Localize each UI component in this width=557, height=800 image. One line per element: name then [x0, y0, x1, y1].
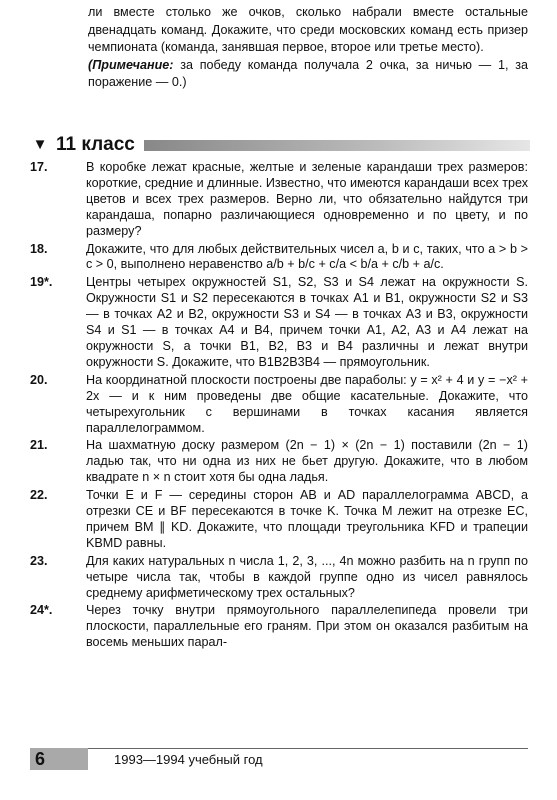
intro-paragraph: ли вместе столько же очков, сколько набрали вместе остальные двенадцать команд. Докажите, что среди московских команд есть призер чемпионата (команда, занявшая первое, второе или третье место).	[88, 5, 528, 55]
problem-item	[30, 160, 528, 240]
problem-item	[30, 438, 528, 486]
problem-list	[30, 160, 528, 653]
problem-text: Центры четырех окружностей S1, S2, S3 и S4 лежат на окружности S. Окружности S1 и S2 пересекаются в точках A1 и B1, окружности S2 и S3 — в точках A2 и B2, окружности S3 и S4 — в точках A3 и B3, окружности S4 и S1 — в точках A4 и B4, причем точки A1, A2, A3 и A4 лежат на окружности S, а точки B1, B2, B3 и B4 различны и лежат внутри окружности S. Докажите, что B1B2B3B4 — прямоугольник.	[86, 275, 528, 369]
problem-text: На шахматную доску размером (2n − 1) × (2n − 1) поставили (2n − 1) ладью так, что ни одна из них не бьет другую. Докажите, что в любом квадрате n × n стоит хотя бы одна ладья.	[86, 438, 528, 485]
footer-label: 1993—1994 учебный год	[114, 752, 263, 767]
footer-rule	[88, 748, 528, 749]
problem-item	[30, 603, 528, 651]
problem-number: 24*.	[30, 603, 53, 618]
intro-note	[88, 57, 528, 92]
problem-item	[30, 488, 528, 552]
page-number: 6	[35, 749, 46, 769]
problem-item	[30, 242, 528, 274]
page-number-box	[30, 748, 88, 770]
problem-item	[30, 373, 528, 437]
problem-text: На координатной плоскости построены две параболы: y = x² + 4 и y = −x² + 2x — и к ним проведены две общие касательные. Докажите, что четырехугольник с вершинами в точках касания является параллелограммом.	[86, 372, 528, 435]
problem-number: 21.	[30, 438, 48, 453]
problem-text: Для каких натуральных n числа 1, 2, 3, ..., 4n можно разбить на n групп по четыре числа так, чтобы в каждой группе одно из чисел равнялось среднему арифметическому трех остальных?	[86, 553, 528, 600]
page-footer	[30, 748, 528, 772]
problem-text: В коробке лежат красные, желтые и зеленые карандаши трех размеров: короткие, средние и длинные. Известно, что имеются карандаши всех трех цветов и всех трех размеров. Верно ли, что обязательно найдутся три карандаша, попарно различающиеся одновременно и по цвету, и по размеру?	[86, 160, 528, 238]
section-header	[30, 133, 530, 157]
problem-item	[30, 275, 528, 370]
problem-text: Докажите, что для любых действительных чисел a, b и c, таких, что a > b > c > 0, выполнено неравенство a/b + b/c + c/a < b/a + c/b + a/c.	[86, 241, 528, 272]
intro-text	[88, 4, 528, 92]
problem-item	[30, 554, 528, 602]
problem-number: 18.	[30, 241, 48, 256]
section-title: 11 класс	[56, 134, 135, 155]
section-bar	[144, 140, 530, 151]
problem-number: 17.	[30, 160, 48, 174]
triangle-marker-icon: ▼	[32, 136, 48, 153]
problem-number: 19*.	[30, 275, 53, 290]
problem-number: 20.	[30, 372, 48, 387]
problem-text: Точки E и F — середины сторон AB и AD параллелограмма ABCD, а отрезки CE и BF пересекаются в точке K. Точка M лежит на отрезке EC, причем BM ∥ KD. Докажите, что площади треугольника KFD и трапеции KBMD равны.	[86, 488, 528, 550]
problem-number: 23.	[30, 553, 48, 568]
note-text: за победу команда получала 2 очка, за ничью — 1, за поражение — 0.)	[88, 57, 528, 90]
problem-number: 22.	[30, 488, 48, 503]
note-label: (Примечание:	[88, 57, 174, 72]
problem-text: Через точку внутри прямоугольного параллелепипеда провели три плоскости, параллельные его граням. При этом он оказался разбитым на восемь меньших парал-	[86, 603, 528, 650]
